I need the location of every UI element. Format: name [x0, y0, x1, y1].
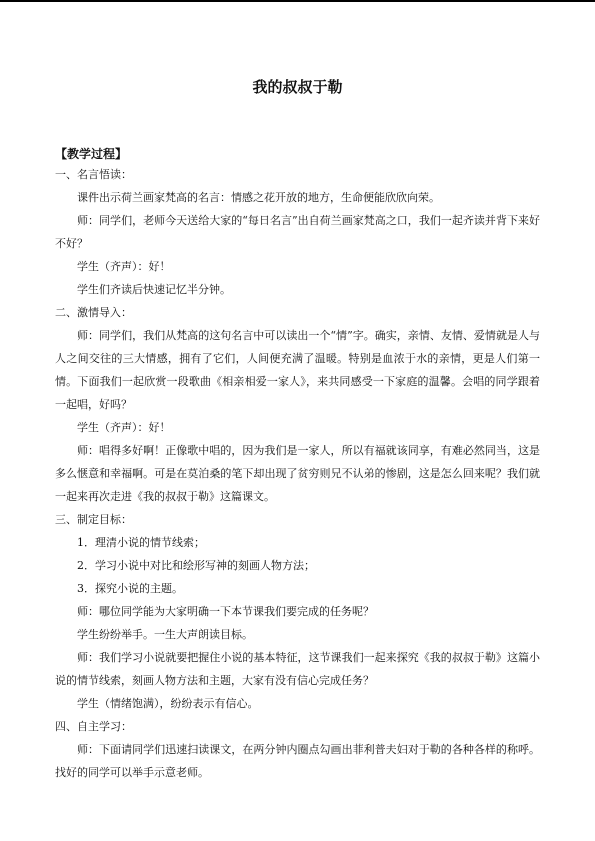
subsection-heading: 一、名言悟读： [55, 168, 132, 181]
paragraph: 学生纷纷举手。一生大声朗读目标。 [77, 628, 253, 641]
paragraph: 学生（齐声）：好！ [77, 421, 171, 434]
paragraph: 1．理清小说的情节线索； [77, 536, 205, 549]
document-title: 我的叔叔于勒 [252, 78, 343, 96]
paragraph: 师：哪位同学能为大家明确一下本节课我们要完成的任务呢？ [77, 605, 374, 618]
paragraph: 学生们齐读后快速记忆半分钟。 [77, 283, 231, 296]
subsection-heading: 四、自主学习： [55, 720, 132, 733]
paragraph: 课件出示荷兰画家梵高的名言：情感之花开放的地方，生命便能欣欣向荣。 [77, 191, 440, 204]
document-body [55, 146, 540, 784]
paragraph: 3．探究小说的主题。 [77, 582, 183, 595]
subsection-heading: 三、制定目标： [55, 513, 132, 526]
top-border-line [0, 0, 595, 2]
paragraph-list [55, 163, 540, 784]
paragraph: 师：唱得多好啊！正像歌中唱的，因为我们是一家人，所以有福就该同享，有难必然同当，这是多么惬意和幸福啊。可是在莫泊桑的笔下却出现了贫穷则兄不认弟的惨剧，这是怎么回来呢？我们就一起来再次走进《我的叔叔于勒》这篇课文。 [55, 444, 540, 503]
paragraph: 学生（情绪饱满），纷纷表示有信心。 [77, 697, 259, 710]
paragraph: 师：下面请同学们迅速扫读课文，在两分钟内圈点勾画出菲利普夫妇对于勒的各种各样的称呼。找好的同学可以举手示意老师。 [55, 743, 540, 779]
section-heading: 【教学过程】 [55, 147, 128, 161]
paragraph: 师：我们学习小说就要把握住小说的基本特征，这节课我们一起来探究《我的叔叔于勒》这篇小说的情节线索，刻画人物方法和主题，大家有没有信心完成任务？ [55, 651, 540, 687]
paragraph: 师：同学们，老师今天送给大家的“每日名言”出自荷兰画家梵高之口，我们一起齐读并背下来好不好？ [55, 214, 540, 250]
paragraph: 师：同学们，我们从梵高的这句名言中可以读出一个“情”字。确实，亲情、友情、爱情就是人与人之间交往的三大情感，拥有了它们，人间便充满了温暖。特别是血浓于水的亲情，更是人们第一情。下面我们一起欣赏一段歌曲《相亲相爱一家人》，来共同感受一下家庭的温馨。会唱的同学跟着一起唱，好吗？ [55, 329, 540, 411]
subsection-heading: 二、激情导入： [55, 306, 132, 319]
paragraph: 2．学习小说中对比和绘形写神的刻画人物方法； [77, 559, 315, 572]
paragraph: 学生（齐声）：好！ [77, 260, 171, 273]
